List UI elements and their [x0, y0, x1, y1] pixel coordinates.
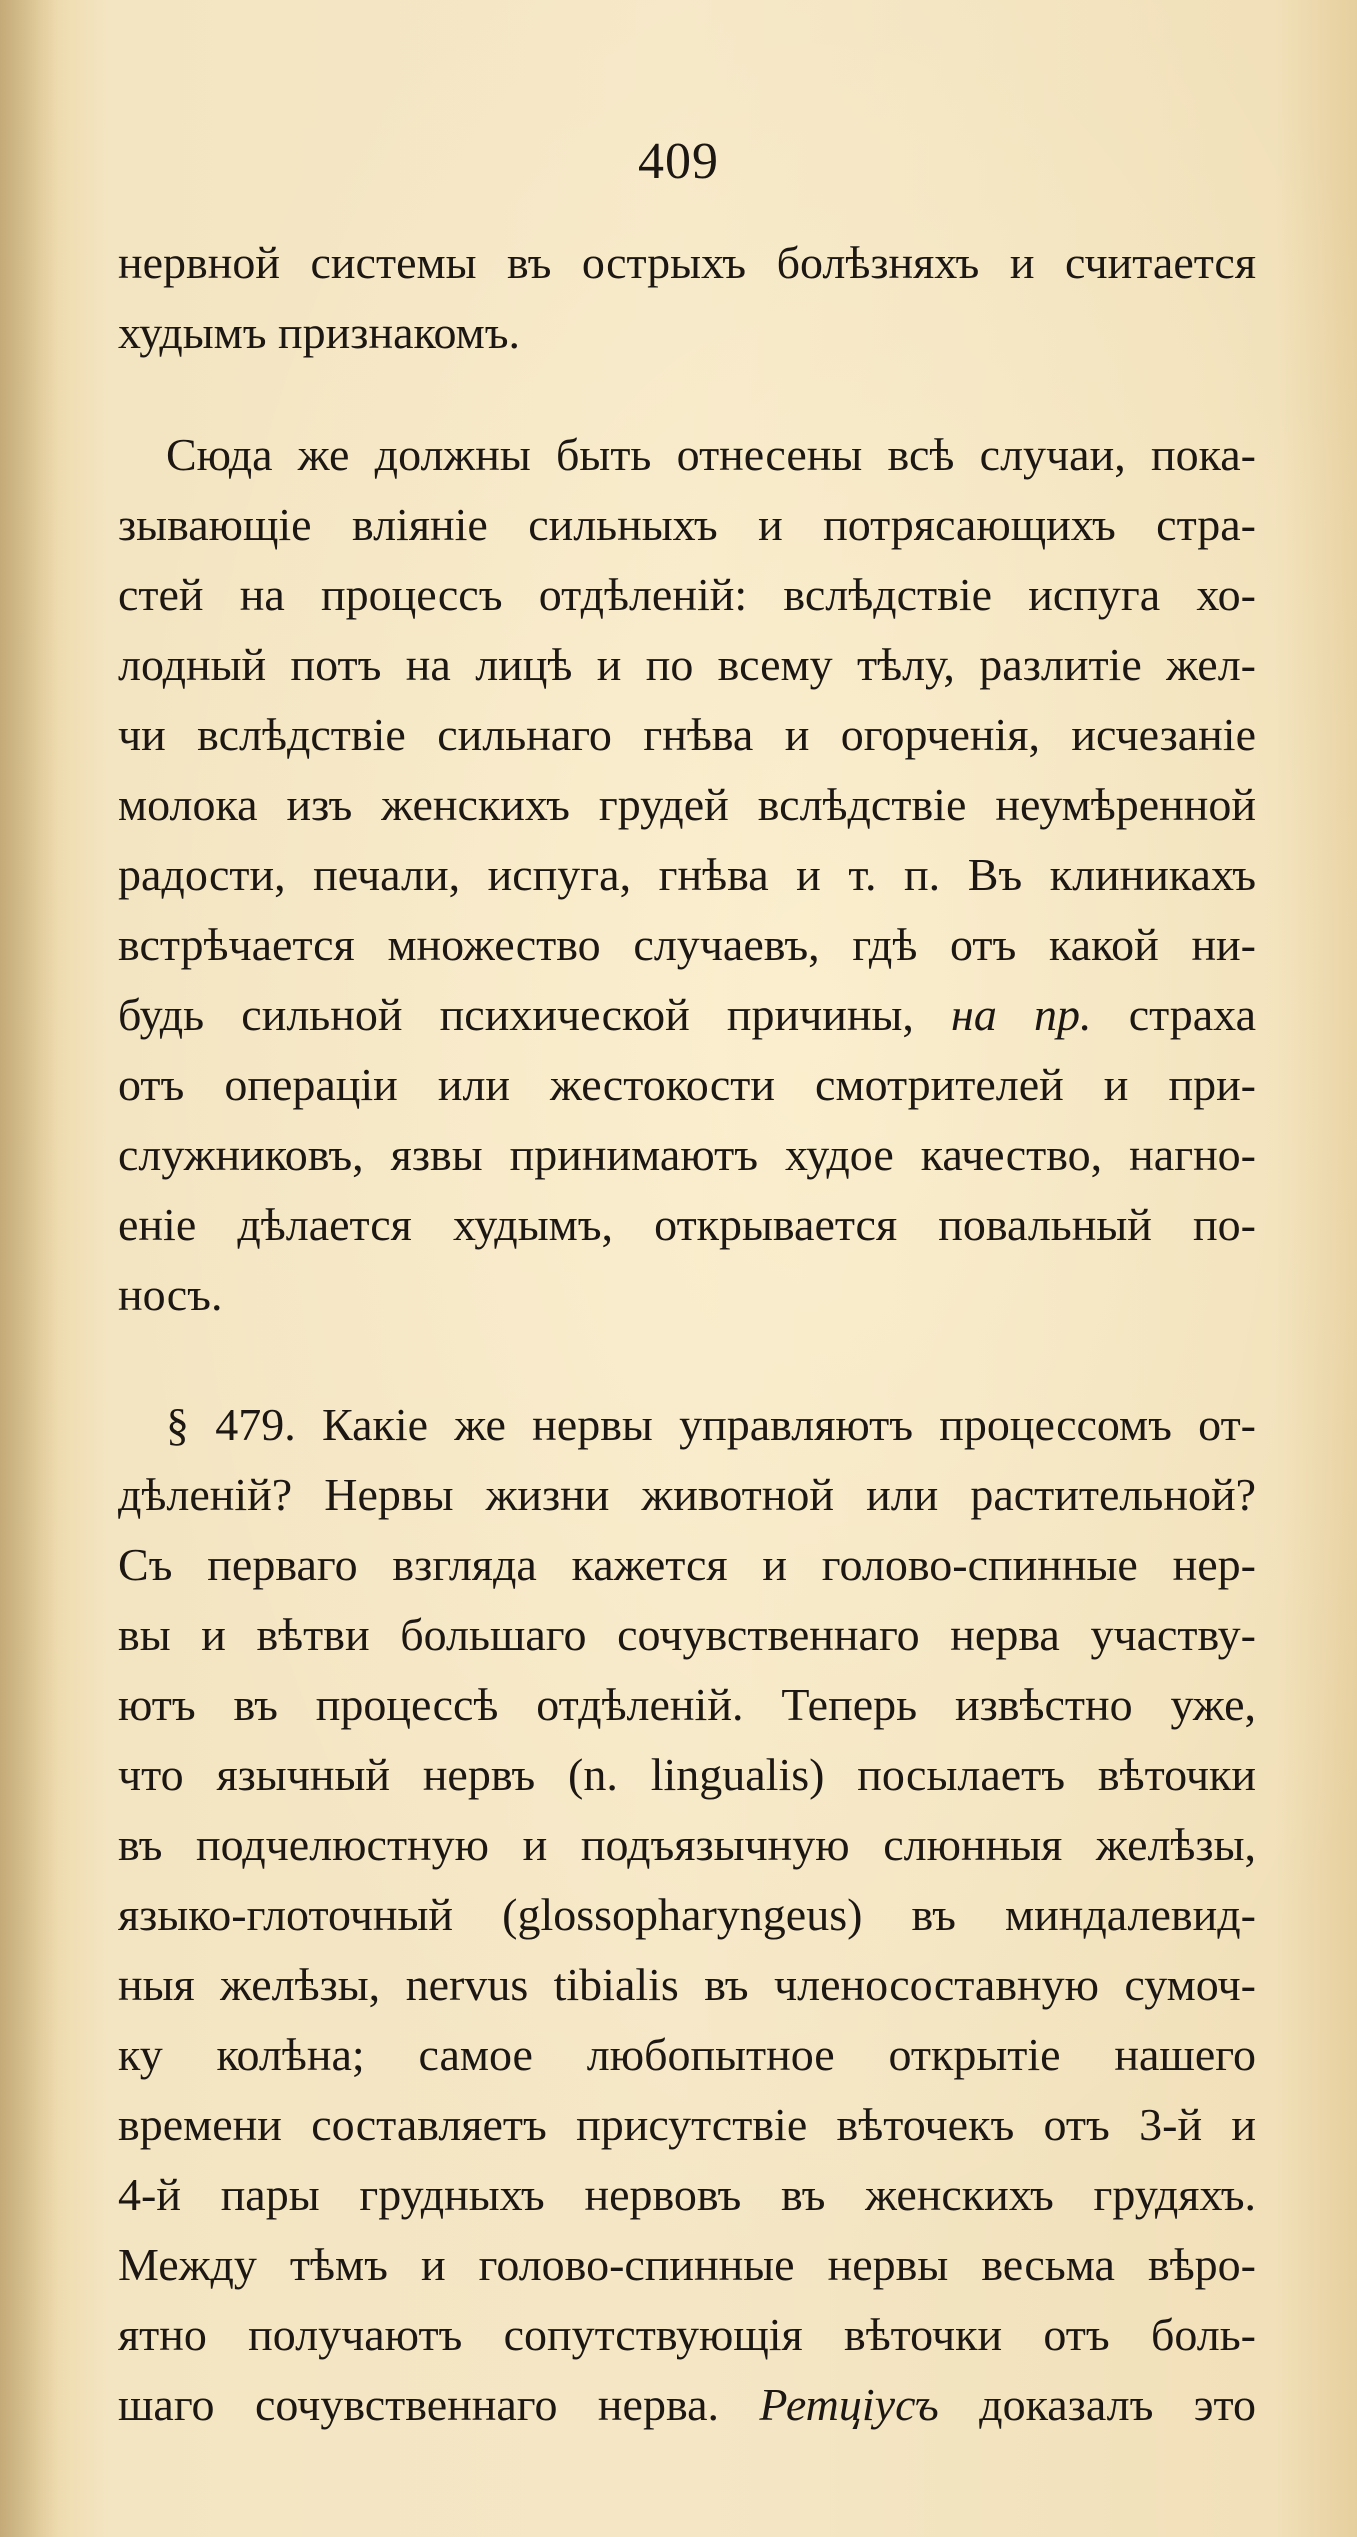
- text-line: еніе дѣлается худымъ, открывается повальный по-: [118, 1199, 1256, 1250]
- section-heading-line: § 479. Какіе же нервы управляютъ процессомъ от-: [166, 1399, 1256, 1450]
- gutter-shadow: [0, 0, 60, 2537]
- text-line: зывающіе вліяніе сильныхъ и потрясающихъ стра-: [118, 499, 1256, 550]
- text-line: молока изъ женскихъ грудей вслѣдствіе неумѣренной: [118, 779, 1256, 830]
- text-line: ятно получаютъ сопутствующія вѣточки отъ боль-: [118, 2309, 1256, 2360]
- text-line: служниковъ, язвы принимаютъ худое качество, нагно-: [118, 1129, 1256, 1180]
- text-line: лодный потъ на лицѣ и по всему тѣлу, разлитіе жел-: [118, 639, 1256, 690]
- text-line: времени составляетъ присутствіе вѣточекъ отъ 3-й и: [118, 2099, 1256, 2150]
- text-line: ютъ въ процессѣ отдѣленій. Теперь извѣстно уже,: [118, 1679, 1256, 1730]
- italic-abbreviation: на пр.: [951, 989, 1092, 1040]
- italic-author-name: Ретціусъ: [759, 2379, 939, 2430]
- text-segment: будь сильной психической причины,: [118, 989, 914, 1040]
- text-segment: доказалъ это: [979, 2379, 1257, 2430]
- text-line: Сюда же должны быть отнесены всѣ случаи, пока-: [166, 429, 1256, 480]
- text-segment: страха: [1128, 989, 1256, 1040]
- text-line: носъ.: [118, 1269, 223, 1320]
- text-line: [118, 980, 1256, 1050]
- text-line: встрѣчается множество случаевъ, гдѣ отъ какой ни-: [118, 919, 1256, 970]
- text-line: отъ операціи или жестокости смотрителей и при-: [118, 1059, 1256, 1110]
- text-line: чи вслѣдствіе сильнаго гнѣва и огорченія, исчезаніе: [118, 709, 1256, 760]
- text-line: дѣленій? Нервы жизни животной или растительной?: [118, 1469, 1256, 1520]
- text-body: [118, 228, 1256, 2440]
- text-segment: шаго сочувственнаго нерва.: [118, 2379, 719, 2430]
- text-line: Съ перваго взгляда кажется и голово-спинные нер-: [118, 1539, 1256, 1590]
- text-line: въ подчелюстную и подъязычную слюнныя желѣзы,: [118, 1819, 1256, 1870]
- text-line: языко-глоточный (glossopharyngeus) въ миндалевид-: [118, 1889, 1256, 1940]
- text-line: ныя желѣзы, nervus tibialis въ членосоставную сумоч-: [118, 1959, 1256, 2010]
- text-line: Между тѣмъ и голово-спинные нервы весьма вѣро-: [118, 2239, 1256, 2290]
- text-line: что язычный нервъ (n. lingualis) посылаетъ вѣточки: [118, 1749, 1256, 1800]
- text-line: [118, 2370, 1256, 2440]
- text-line: 4-й пары грудныхъ нервовъ въ женскихъ грудяхъ.: [118, 2169, 1256, 2220]
- text-line: вы и вѣтви большаго сочувственнаго нерва участву-: [118, 1609, 1256, 1660]
- text-line: стей на процессъ отдѣленій: вслѣдствіе испуга хо-: [118, 569, 1256, 620]
- text-line: худымъ признакомъ.: [118, 307, 521, 358]
- page-number: 409: [638, 133, 719, 190]
- text-line: ку колѣна; самое любопытное открытіе нашего: [118, 2029, 1256, 2080]
- text-line: нервной системы въ острыхъ болѣзняхъ и считается: [118, 237, 1256, 288]
- text-line: радости, печали, испуга, гнѣва и т. п. Въ клиникахъ: [118, 849, 1256, 900]
